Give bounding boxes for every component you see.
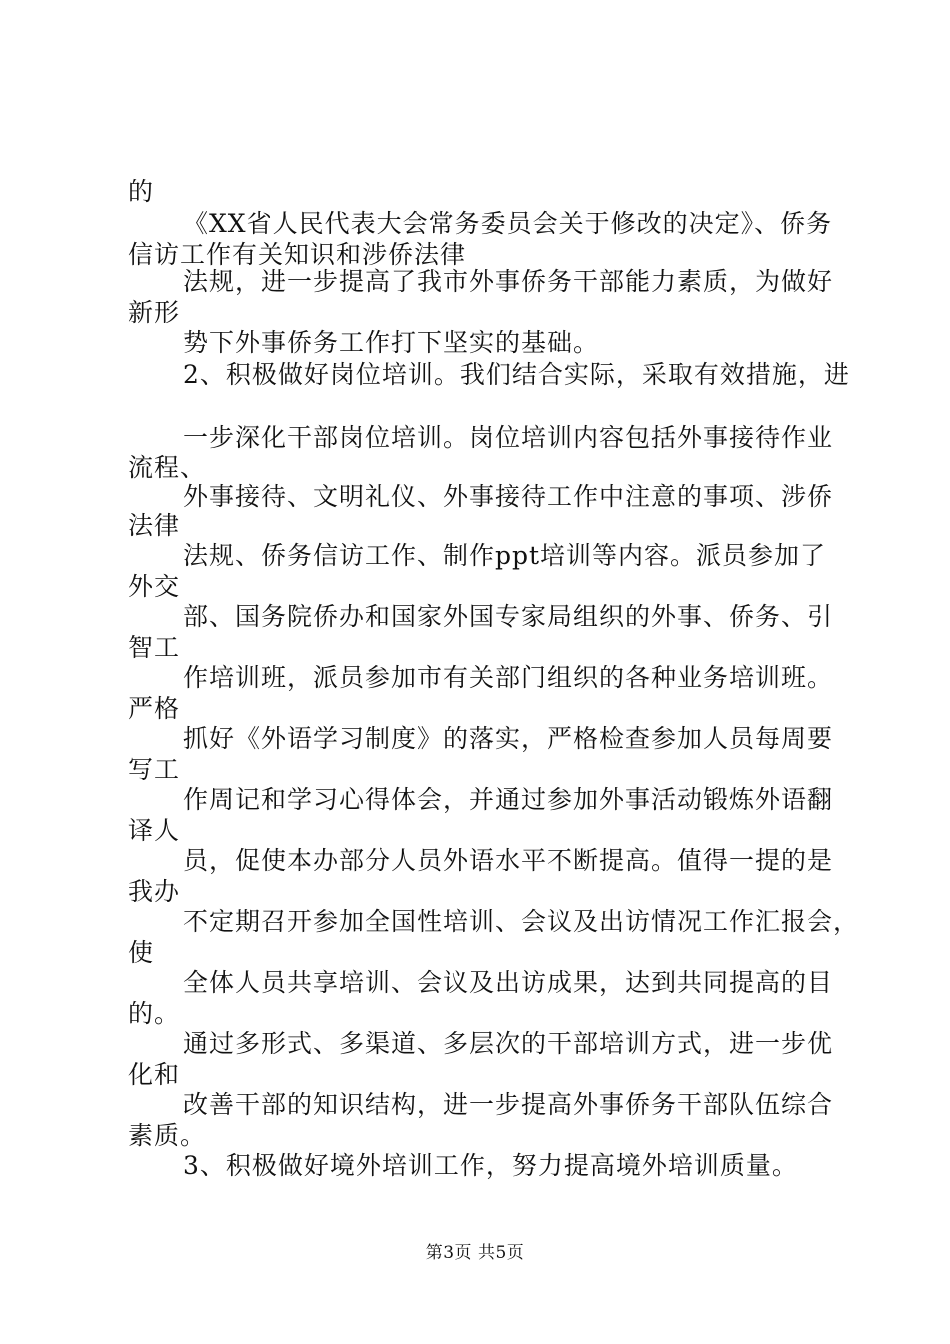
text-line: 新形 [128, 298, 181, 327]
text-line: 全体人员共享培训、会议及出访成果，达到共同提高的目 [183, 968, 834, 997]
text-line: 部、国务院侨办和国家外国专家局组织的外事、侨务、引 [183, 602, 834, 631]
text-line: 2、积极做好岗位培训。我们结合实际，采取有效措施，进 [183, 360, 850, 389]
text-line: 3、积极做好境外培训工作，努力提高境外培训质量。 [183, 1151, 798, 1180]
text-line: 使 [128, 938, 155, 967]
text-line: 抓好《外语学习制度》的落实，严格检查参加人员每周要 [183, 724, 834, 753]
text-line: 译人 [128, 816, 181, 845]
text-line: 作周记和学习心得体会，并通过参加外事活动锻炼外语翻 [183, 785, 834, 814]
text-line: 势下外事侨务工作打下坚实的基础。 [183, 328, 600, 357]
text-line: 我办 [128, 877, 181, 906]
page-number-footer: 第3页 共5页 [425, 1243, 525, 1263]
text-line: 员，促使本办部分人员外语水平不断提高。值得一提的是 [183, 846, 834, 875]
text-line: 一步深化干部岗位培训。岗位培训内容包括外事接待作业 [183, 423, 834, 452]
text-line: 法规、侨务信访工作、制作ppt培训等内容。派员参加了 [183, 541, 827, 570]
text-line: 外交 [128, 572, 181, 601]
text-line: 智工 [128, 633, 181, 662]
text-line: 通过多形式、多渠道、多层次的干部培训方式，进一步优 [183, 1029, 834, 1058]
text-line: 严格 [128, 694, 181, 723]
text-line: 的 [128, 177, 155, 206]
text-line: 信访工作有关知识和涉侨法律 [128, 240, 467, 269]
text-line: 改善干部的知识结构，进一步提高外事侨务干部队伍综合 [183, 1090, 834, 1119]
text-line: 《XX省人民代表大会常务委员会关于修改的决定》、侨务 [183, 209, 833, 238]
text-line: 法律 [128, 511, 181, 540]
text-line: 外事接待、文明礼仪、外事接待工作中注意的事项、涉侨 [183, 482, 834, 511]
text-line: 不定期召开参加全国性培训、会议及出访情况工作汇报会， [183, 907, 860, 936]
text-line: 法规，进一步提高了我市外事侨务干部能力素质，为做好 [183, 267, 834, 296]
text-line: 写工 [128, 755, 181, 784]
text-line: 作培训班，派员参加市有关部门组织的各种业务培训班。 [183, 663, 834, 692]
text-line: 化和 [128, 1060, 181, 1089]
text-line: 流程、 [128, 453, 207, 482]
text-line: 的。 [128, 999, 181, 1028]
text-line: 素质。 [128, 1121, 207, 1150]
